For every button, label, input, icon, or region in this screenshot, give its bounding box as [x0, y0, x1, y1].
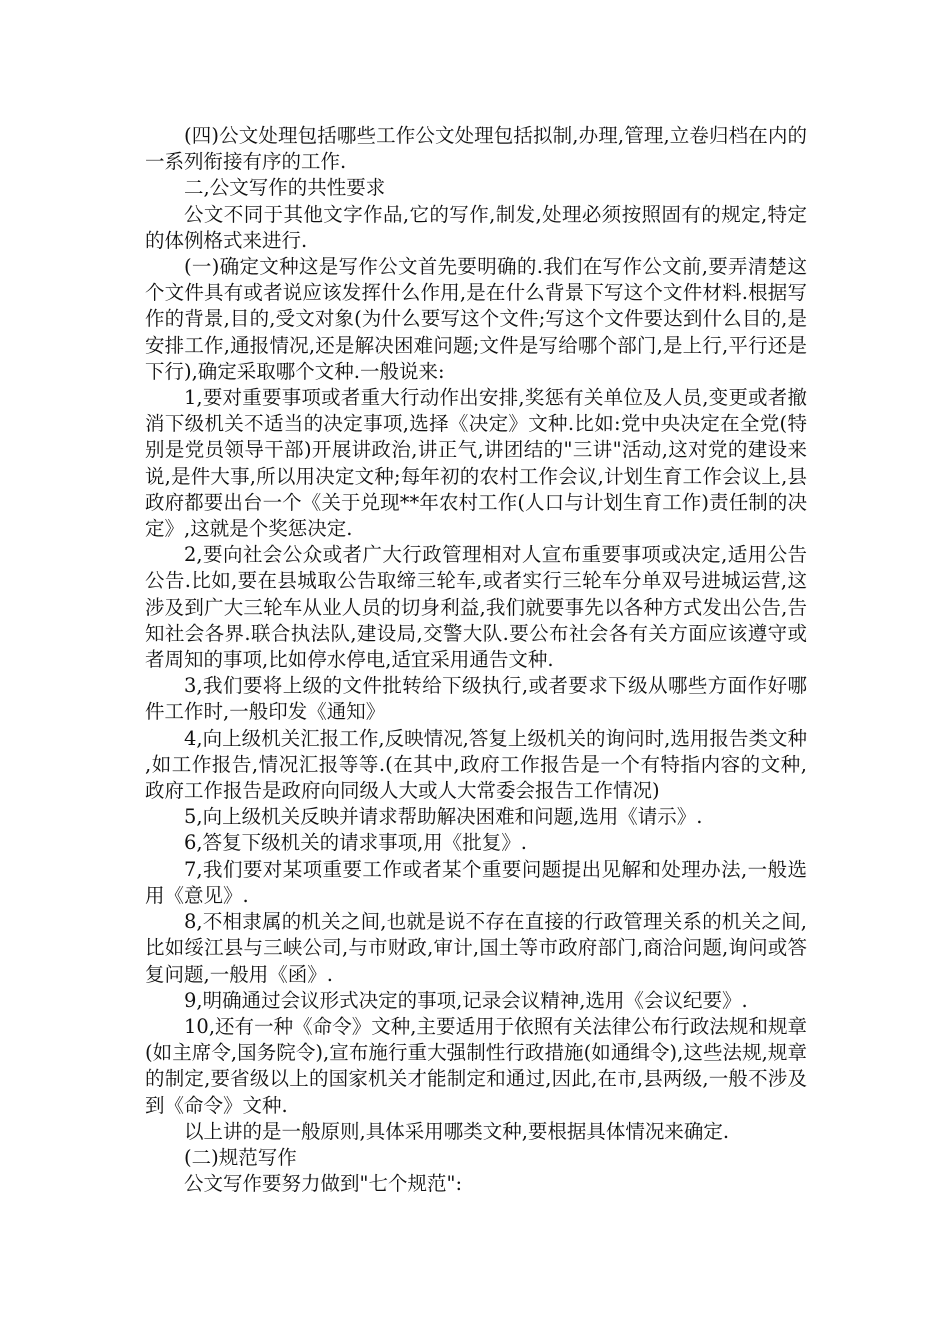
list-item-request: 5,向上级机关反映并请求帮助解决困难和问题,选用《请示》. [184, 805, 703, 829]
list-item-order: 10,还有一种《命令》文种,主要适用于依照有关法律公布行政法规和规章(如主席令,国务院令),宣布施行重大强制性行政措施(如通缉令),这些法规,规章的制定,要省级以上的国家机关才能制定和通过,因此,在市,县两级,一般不涉及到《命令》文种. [145, 1014, 807, 1117]
list-item-report: 4,向上级机关汇报工作,反映情况,答复上级机关的询问时,选用报告类文种,如工作报告,情况汇报等等.(在其中,政府工作报告是一个有特指内容的文种,政府工作报告是政府向同级人大或人大常委会报告工作情况) [145, 726, 807, 803]
paragraph-intro: 公文不同于其他文字作品,它的写作,制发,处理必须按照固有的规定,特定的体例格式来进行. [145, 202, 807, 252]
paragraph-seven-standards: 公文写作要努力做到"七个规范": [184, 1172, 463, 1196]
document-body [145, 123, 807, 1197]
subsection-heading-standard-writing: (二)规范写作 [184, 1145, 297, 1169]
section-heading-common-requirements: 二,公文写作的共性要求 [184, 176, 386, 200]
list-item-meeting-minutes: 9,明确通过会议形式决定的事项,记录会议精神,选用《会议纪要》. [184, 988, 748, 1012]
paragraph-general-principle: 以上讲的是一般原则,具体采用哪类文种,要根据具体情况来确定. [184, 1119, 730, 1143]
paragraph-processing-scope: (四)公文处理包括哪些工作公文处理包括拟制,办理,管理,立卷归档在内的一系列衔接有序的工作. [145, 124, 807, 174]
list-item-decision: 1,要对重要事项或者重大行动作出安排,奖惩有关单位及人员,变更或者撤消下级机关不适当的决定事项,选择《决定》文种.比如:党中央决定在全党(特别是党员领导干部)开展讲政治,讲正气,讲团结的"三讲"活动,这对党的建设来说,是件大事,所以用决定文种;每年初的农村工作会议,计划生育工作会议上,县政府都要出台一个《关于兑现**年农村工作(人口与计划生育工作)责任制的决定》,这就是个奖惩决定. [145, 386, 807, 541]
list-item-announcement: 2,要向社会公众或者广大行政管理相对人宣布重要事项或决定,适用公告公告.比如,要在县城取公告取缔三轮车,或者实行三轮车分单双号进城运营,这涉及到广大三轮车从业人员的切身利益,我们就要事先以各种方式发出公告,告知社会各界.联合执法队,建设局,交警大队.要公布社会各有关方面应该遵守或者周知的事项,比如停水停电,适宜采用通告文种. [145, 543, 807, 672]
list-item-reply: 6,答复下级机关的请求事项,用《批复》. [184, 831, 528, 855]
paragraph-determine-type: (一)确定文种这是写作公文首先要明确的.我们在写作公文前,要弄清楚这个文件具有或者说应该发挥什么作用,是在什么背景下写这个文件材料.根据写作的背景,目的,受文对象(为什么要写这个文件;写这个文件要达到什么目的,是安排工作,通报情况,还是解决困难问题;文件是写给哪个部门,是上行,平行还是下行),确定采取哪个文种.一般说来: [145, 255, 807, 383]
list-item-letter: 8,不相隶属的机关之间,也就是说不存在直接的行政管理关系的机关之间,比如绥江县与三峡公司,与市财政,审计,国土等市政府部门,商洽问题,询问或答复问题,一般用《函》. [145, 910, 807, 986]
list-item-opinion: 7,我们要对某项重要工作或者某个重要问题提出见解和处理办法,一般选用《意见》. [145, 857, 807, 907]
list-item-notice: 3,我们要将上级的文件批转给下级执行,或者要求下级从哪些方面作好哪件工作时,一般印发《通知》 [145, 674, 807, 724]
